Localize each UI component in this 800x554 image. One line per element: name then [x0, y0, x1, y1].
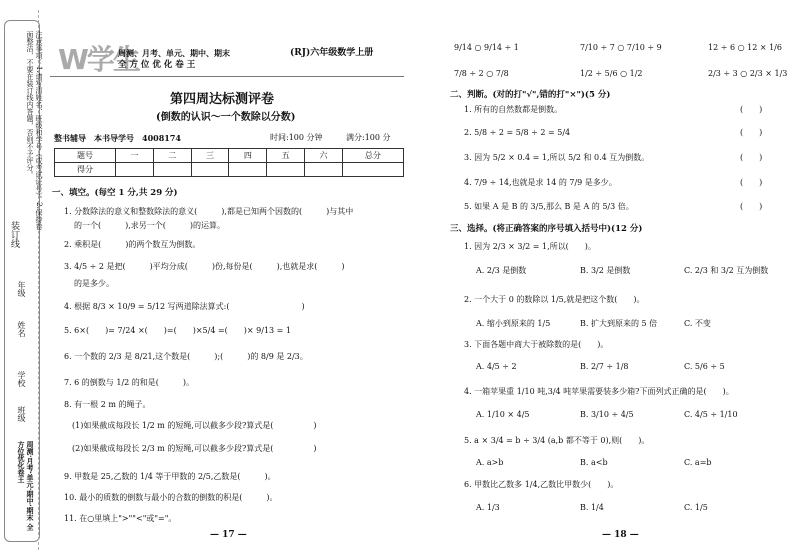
q8-part1: (1)如果截成每段长 1/2 m 的短绳,可以截多少段?算式是( ) — [72, 421, 317, 430]
choice-q6-a[interactable]: A. 1/3 — [476, 503, 500, 512]
header-series: 周测、月考、单元、期中、期末 — [118, 48, 230, 58]
notice-text: 注意事项：1.请写清姓名、班级和学号（或考试证号）。2.保持卷面整洁，不要在装订线内答题，否则不予评分。 — [26, 31, 43, 230]
cut-line-label: 装订线 — [9, 221, 19, 248]
header-slogan: 全 方 位 优 化 卷 王 — [118, 60, 196, 70]
score-header-cell: 五 — [267, 149, 305, 163]
judge-answer-5[interactable]: ( ) — [740, 202, 763, 211]
field-school: 学校 — [17, 371, 26, 387]
q9: 9. 甲数是 25,乙数的 1/4 等于甲数的 2/5,乙数是( )。 — [64, 472, 276, 481]
choice-q6-b[interactable]: B. 1/4 — [580, 503, 604, 512]
compare-item: 12 ÷ 6 ○ 12 × 1/6 — [708, 43, 782, 52]
book-title: (RJ)六年级数学上册 — [290, 48, 374, 58]
score-cell[interactable] — [229, 163, 267, 177]
choice-q5: 5. a × 3/4 = b ÷ 3/4 (a,b 都不等于 0),则( )。 — [464, 436, 650, 445]
q2: 2. 乘积是( )的两个数互为倒数。 — [64, 240, 201, 249]
choice-q1-a[interactable]: A. 2/3 是倒数 — [476, 266, 527, 275]
q3-line2: 的是多少。 — [74, 279, 114, 288]
binding-dashed-line — [38, 10, 40, 550]
choice-q6: 6. 甲数比乙数多 1/4,乙数比甲数少( )。 — [464, 480, 619, 489]
choice-q5-b[interactable]: B. a<b — [580, 458, 608, 467]
page-number-left: — 17 — — [210, 530, 247, 540]
section-choice: 三、选择。(将正确答案的序号填入括号中)(12 分) — [450, 224, 643, 234]
score-cell[interactable] — [116, 163, 154, 177]
score-cell[interactable] — [342, 163, 403, 177]
choice-q4-b[interactable]: B. 3/10 ÷ 4/5 — [580, 410, 634, 419]
q3-line1: 3. 4/5 ÷ 2 是把( )平均分成( )份,每份是( ),也就是求( ) — [64, 262, 345, 271]
judge-answer-3[interactable]: ( ) — [740, 153, 763, 162]
score-header-cell: 三 — [191, 149, 229, 163]
field-grade: 年级 — [17, 281, 26, 297]
score-header-cell: 四 — [229, 149, 267, 163]
exam-title: 第四周达标测评卷 — [170, 92, 275, 107]
score-cell[interactable] — [191, 163, 229, 177]
binding-sidebar — [4, 20, 43, 542]
exam-full-score: 满分:100 分 — [346, 133, 391, 142]
judge-answer-1[interactable]: ( ) — [740, 105, 763, 114]
page-17 — [44, 0, 406, 554]
section-judge: 二、判断。(对的打"√",错的打"×")(5 分) — [450, 90, 611, 100]
judge-2: 2. 5/8 ÷ 2 = 5/8 ÷ 2 = 5/4 — [464, 128, 571, 137]
score-table — [54, 148, 404, 177]
brand-logo: W学生 — [58, 43, 139, 76]
compare-item: 7/10 ÷ 7 ○ 7/10 ÷ 9 — [580, 43, 662, 52]
choice-q1: 1. 因为 2/3 × 3/2 = 1,所以( )。 — [464, 242, 596, 251]
q11: 11. 在○里填上">""<"或"="。 — [64, 514, 177, 523]
score-header-cell: 一 — [116, 149, 154, 163]
judge-3: 3. 因为 5/2 × 0.4 = 1,所以 5/2 和 0.4 互为倒数。 — [464, 153, 650, 162]
choice-q1-b[interactable]: B. 3/2 是倒数 — [580, 266, 631, 275]
choice-q3-c[interactable]: C. 5/6 ÷ 5 — [684, 362, 725, 371]
judge-4: 4. 7/9 ÷ 14,也就是求 14 的 7/9 是多少。 — [464, 178, 617, 187]
choice-q2-a[interactable]: A. 缩小到原来的 1/5 — [476, 319, 551, 328]
q4: 4. 根据 8/3 × 10/9 = 5/12 写两道除法算式:( ) — [64, 302, 305, 311]
choice-q4-c[interactable]: C. 4/5 ÷ 1/10 — [684, 410, 738, 419]
sidebar-brand: 周测·月考·单元·期中·期末 全方位优化卷王 — [17, 441, 35, 531]
score-cell[interactable] — [153, 163, 191, 177]
choice-q3: 3. 下面各题中商大于被除数的是( )。 — [464, 340, 609, 349]
field-class: 班级 — [17, 406, 26, 422]
page-number-right: — 18 — — [602, 530, 639, 540]
q8: 8. 有一根 2 m 的绳子。 — [64, 400, 151, 409]
judge-answer-4[interactable]: ( ) — [740, 178, 763, 187]
score-header-cell: 总分 — [342, 149, 403, 163]
judge-1: 1. 所有的自然数都是倒数。 — [464, 105, 563, 114]
judge-answer-2[interactable]: ( ) — [740, 128, 763, 137]
compare-item: 1/2 ÷ 5/6 ○ 1/2 — [580, 69, 643, 78]
exam-time: 时间:100 分钟 — [270, 133, 323, 142]
q8-part2: (2)如果截成每段长 2/3 m 的短绳,可以截多少段?算式是( ) — [72, 444, 317, 453]
choice-q1-c[interactable]: C. 2/3 和 3/2 互为倒数 — [684, 266, 769, 275]
field-name: 姓名 — [17, 321, 26, 337]
q10: 10. 最小的质数的倒数与最小的合数的倒数的积是( )。 — [64, 493, 278, 502]
q1-line1: 1. 分数除法的意义和整数除法的意义( ),都是已知两个因数的( )与其中 — [64, 207, 354, 216]
choice-q2-b[interactable]: B. 扩大到原来的 5 倍 — [580, 319, 658, 328]
judge-5: 5. 如果 A 是 B 的 3/5,那么 B 是 A 的 5/3 倍。 — [464, 202, 634, 211]
exam-subtitle: (倒数的认识～一个数除以分数) — [156, 112, 296, 123]
score-header-cell: 六 — [305, 149, 343, 163]
q1-line2: 的一个( ),求另一个( )的运算。 — [74, 221, 226, 230]
choice-q3-a[interactable]: A. 4/5 ÷ 2 — [476, 362, 517, 371]
score-header-cell: 二 — [153, 149, 191, 163]
score-header-cell: 题号 — [55, 149, 116, 163]
compare-item: 9/14 ○ 9/14 ÷ 1 — [454, 43, 519, 52]
section-fill-in: 一、填空。(每空 1 分,共 29 分) — [52, 188, 178, 198]
choice-q4: 4. 一箱苹果重 1/10 吨,3/4 吨苹果需要装多少箱?下面列式正确的是( )。 — [464, 387, 734, 396]
q6: 6. 一个数的 2/3 是 8/21,这个数是( );( )的 8/9 是 2/3。 — [64, 352, 308, 361]
score-cell[interactable] — [267, 163, 305, 177]
score-row-label: 得分 — [55, 163, 116, 177]
choice-q5-c[interactable]: C. a=b — [684, 458, 712, 467]
choice-q3-b[interactable]: B. 2/7 ÷ 1/8 — [580, 362, 629, 371]
choice-q5-a[interactable]: A. a>b — [476, 458, 504, 467]
guide-hotline: 整书辅导 本书导学号 4008174 — [54, 133, 181, 143]
header-rule — [50, 76, 404, 77]
choice-q2: 2. 一个大于 0 的数除以 1/5,就是把这个数( )。 — [464, 295, 645, 304]
compare-item: 2/3 ÷ 3 ○ 2/3 × 1/3 — [708, 69, 788, 78]
compare-item: 7/8 ÷ 2 ○ 7/8 — [454, 69, 509, 78]
choice-q2-c[interactable]: C. 不变 — [684, 319, 711, 328]
choice-q4-a[interactable]: A. 1/10 × 4/5 — [476, 410, 530, 419]
page-18 — [440, 0, 792, 554]
choice-q6-c[interactable]: C. 1/5 — [684, 503, 708, 512]
score-cell[interactable] — [305, 163, 343, 177]
q7: 7. 6 的倒数与 1/2 的和是( )。 — [64, 378, 195, 387]
q5: 5. 6×( )= 7/24 ×( )=( )×5/4 =( )× 9/13 = 1 — [64, 326, 292, 335]
